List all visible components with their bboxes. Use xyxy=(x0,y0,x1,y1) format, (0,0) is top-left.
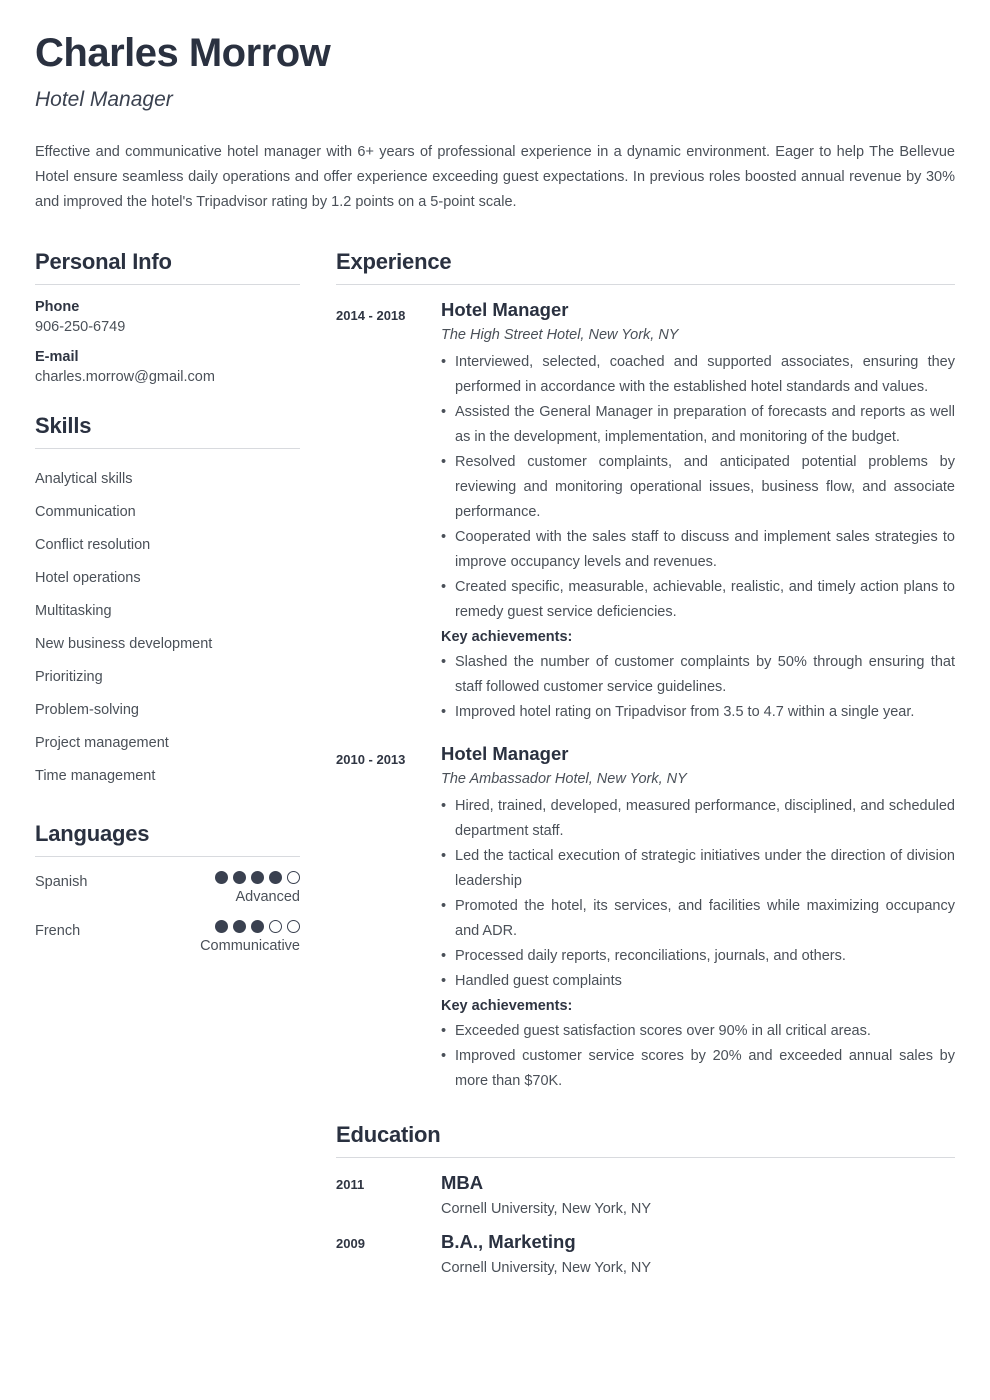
education-entry-date: 2009 xyxy=(336,1236,365,1251)
experience-entry-company: The High Street Hotel, New York, NY xyxy=(441,327,679,343)
experience-bullet: • Assisted the General Manager in preparation of forecasts and reports as well as in the development, implementation, and monitoring of the budget. xyxy=(441,400,955,450)
languages-heading: Languages xyxy=(35,821,150,846)
education-heading: Education xyxy=(336,1122,441,1147)
rating-dot-empty xyxy=(287,871,300,884)
key-achievements-list xyxy=(441,1019,955,1094)
section-divider xyxy=(35,448,300,449)
skill-list-item: Multitasking xyxy=(35,603,112,619)
skills-heading: Skills xyxy=(35,413,92,438)
skills-section xyxy=(35,413,300,793)
key-achievement-bullet: • Exceeded guest satisfaction scores over 90% in all critical areas. xyxy=(441,1019,955,1044)
experience-entry-company: The Ambassador Hotel, New York, NY xyxy=(441,771,687,787)
main-column xyxy=(336,249,955,1304)
rating-dot-filled xyxy=(215,871,228,884)
experience-bullet: • Led the tactical execution of strategic initiatives under the direction of division leadership xyxy=(441,844,955,894)
personal-info-value: 906-250-6749 xyxy=(35,319,126,335)
language-row xyxy=(35,920,300,955)
experience-entry-date: 2014 - 2018 xyxy=(336,308,406,323)
skill-list-item: Conflict resolution xyxy=(35,537,151,553)
personal-info-label: E-mail xyxy=(35,349,79,365)
rating-dot-filled xyxy=(215,920,228,933)
education-section xyxy=(336,1122,955,1276)
language-rating-dots xyxy=(200,920,300,933)
experience-bullet: • Hired, trained, developed, measured performance, disciplined, and scheduled department staff. xyxy=(441,794,955,844)
personal-info-label: Phone xyxy=(35,299,80,315)
skill-list-item: Problem-solving xyxy=(35,702,139,718)
education-school: Cornell University, New York, NY xyxy=(441,1260,652,1276)
language-rating-group xyxy=(215,871,300,906)
skill-list-item: Prioritizing xyxy=(35,669,103,685)
skill-list-item: Hotel operations xyxy=(35,570,141,586)
candidate-job-title: Hotel Manager xyxy=(35,88,173,111)
education-degree: MBA xyxy=(441,1172,484,1193)
education-entry-date: 2011 xyxy=(336,1177,365,1192)
languages-section xyxy=(35,821,300,955)
section-divider xyxy=(336,284,955,285)
language-name: Spanish xyxy=(35,874,88,890)
language-level-label: Communicative xyxy=(200,938,300,954)
section-divider xyxy=(35,284,300,285)
education-list xyxy=(336,1172,955,1276)
experience-bullet-list xyxy=(441,794,955,994)
candidate-name: Charles Morrow xyxy=(35,31,331,75)
experience-entry xyxy=(336,743,955,1094)
rating-dot-filled xyxy=(251,920,264,933)
education-entry xyxy=(336,1172,955,1217)
education-degree: B.A., Marketing xyxy=(441,1231,576,1252)
personal-info-value: charles.morrow@gmail.com xyxy=(35,369,215,385)
key-achievement-bullet: • Improved customer service scores by 20% and exceeded annual sales by more than $70K. xyxy=(441,1044,955,1094)
resume-columns xyxy=(35,249,955,1304)
experience-bullet-list xyxy=(441,350,955,625)
key-achievements-label: Key achievements: xyxy=(441,629,573,645)
experience-entry-body xyxy=(441,743,955,1094)
experience-bullet: • Created specific, measurable, achievable, realistic, and timely action plans to remedy guest service deficiencies. xyxy=(441,575,955,625)
experience-bullet: • Handled guest complaints xyxy=(441,969,955,994)
education-entry-body xyxy=(441,1231,955,1276)
language-level-label: Advanced xyxy=(235,889,300,905)
languages-list xyxy=(35,871,300,955)
skill-list-item: Communication xyxy=(35,504,136,520)
experience-list xyxy=(336,299,955,1094)
experience-bullet: • Promoted the hotel, its services, and facilities while maximizing occupancy and ADR. xyxy=(441,894,955,944)
experience-bullet: • Processed daily reports, reconciliations, journals, and others. xyxy=(441,944,955,969)
experience-section xyxy=(336,249,955,1094)
experience-bullet: • Cooperated with the sales staff to discuss and implement sales strategies to improve occupancy levels and revenues. xyxy=(441,525,955,575)
experience-entry-date: 2010 - 2013 xyxy=(336,752,406,767)
skill-list-item: Project management xyxy=(35,735,169,751)
education-school: Cornell University, New York, NY xyxy=(441,1201,652,1217)
experience-heading: Experience xyxy=(336,249,452,274)
experience-entry-title: Hotel Manager xyxy=(441,299,569,320)
personal-info-list xyxy=(35,299,300,385)
key-achievements-list xyxy=(441,650,955,725)
experience-entry-body xyxy=(441,299,955,725)
language-rating-dots xyxy=(215,871,300,884)
rating-dot-empty xyxy=(287,920,300,933)
education-entry-body xyxy=(441,1172,955,1217)
rating-dot-empty xyxy=(269,920,282,933)
language-name: French xyxy=(35,923,81,939)
skills-list xyxy=(35,463,300,793)
rating-dot-filled xyxy=(251,871,264,884)
section-divider xyxy=(336,1157,955,1158)
language-row xyxy=(35,871,300,906)
rating-dot-filled xyxy=(233,871,246,884)
key-achievements-label: Key achievements: xyxy=(441,998,573,1014)
personal-info-section xyxy=(35,249,300,385)
professional-summary: Effective and communicative hotel manager with 6+ years of professional experience in a dynamic environment. Eager to help The Bellevue Hotel ensure seamless daily operations and offer experience exceeding guest expectations. In previous roles boosted annual revenue by 30% and improved the hotel's Tripadvisor rating by 1.2 points on a 5-point scale. xyxy=(35,144,955,210)
experience-entry-title: Hotel Manager xyxy=(441,743,569,764)
language-rating-group xyxy=(200,920,300,955)
skill-list-item: Time management xyxy=(35,768,156,784)
education-entry xyxy=(336,1231,955,1276)
personal-info-heading: Personal Info xyxy=(35,249,172,274)
experience-entry xyxy=(336,299,955,725)
rating-dot-filled xyxy=(233,920,246,933)
rating-dot-filled xyxy=(269,871,282,884)
skill-list-item: Analytical skills xyxy=(35,471,133,487)
key-achievement-bullet: • Slashed the number of customer complaints by 50% through ensuring that staff followed customer service guidelines. xyxy=(441,650,955,700)
key-achievement-bullet: • Improved hotel rating on Tripadvisor from 3.5 to 4.7 within a single year. xyxy=(441,700,955,725)
section-divider xyxy=(35,856,300,857)
experience-bullet: • Resolved customer complaints, and anticipated potential problems by reviewing and monitoring operational issues, business flow, and associate performance. xyxy=(441,450,955,525)
skill-list-item: New business development xyxy=(35,636,213,652)
sidebar-column xyxy=(35,249,300,983)
experience-bullet: • Interviewed, selected, coached and supported associates, ensuring they performed in accordance with the established hotel standards and values. xyxy=(441,350,955,400)
